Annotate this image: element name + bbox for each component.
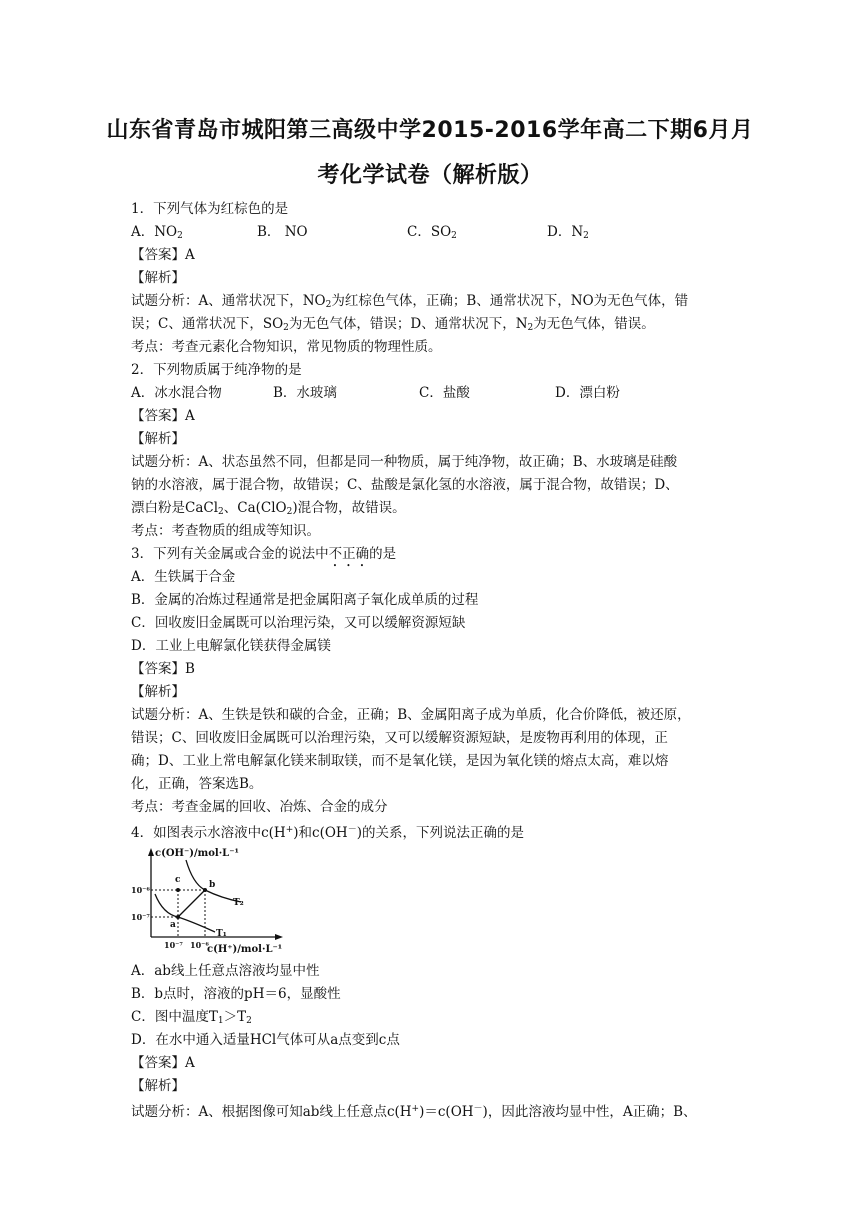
q3-option-b: B．金属的冶炼过程通常是把金属阳离子氧化成单质的过程	[131, 592, 479, 608]
point-a	[176, 915, 180, 919]
y-axis-label: c(OH⁻)/mol·L⁻¹	[155, 848, 239, 859]
q3-option-d: D．工业上电解氯化镁获得金属镁	[131, 638, 331, 654]
q1-analysis-line-2: 误；C、通常状况下，$SO_2$为无色气体，错误；D、通常状况下，$N_2$为无色气体，错误。	[131, 316, 655, 333]
q1-analysis-line-1: 试题分析：A、通常状况下，$NO_2$为红棕色气体，正确；B、通常状况下，NO为无色气体，错	[131, 293, 689, 310]
x-axis-label: c(H⁺)/mol·L⁻¹	[207, 944, 283, 955]
q3-analysis-label: 【解析】	[131, 684, 185, 700]
q3-stem: 3．下列有关金属或合金的说法中不正确的是	[131, 546, 397, 562]
q1-option-c: C．$SO_2$	[407, 224, 457, 241]
q1-kaodian: 考点：考查元素化合物知识，常见物质的物理性质。	[131, 339, 442, 355]
q4-option-b: B．b点时，溶液的pH＝6，显酸性	[131, 986, 341, 1002]
q2-stem: 2．下列物质属于纯净物的是	[131, 362, 302, 378]
x-tick-label: 10⁻⁶	[190, 940, 209, 950]
emphasized-text: 不正确	[328, 546, 370, 562]
q3-option-a: A．生铁属于合金	[131, 569, 236, 585]
q2-analysis-line-1: 试题分析：A、状态虽然不同，但都是同一种物质，属于纯净物，故正确；B、水玻璃是硅酸	[131, 454, 678, 470]
q3-kaodian: 考点：考查金属的回收、冶炼、合金的成分	[131, 799, 388, 815]
title-line-2: 考化学试卷（解析版）	[317, 163, 543, 188]
q3-analysis-line-1: 试题分析：A、生铁是铁和碳的合金，正确；B、金属阳离子成为单质，化合价降低，被还原，	[131, 707, 691, 723]
y-tick-label: 10⁻⁷	[131, 912, 150, 922]
q4-analysis-line-1: 试题分析：A、根据图像可知ab线上任意点c(H+)＝c(OH－)，因此溶液均显中性，A正确；B、	[131, 1104, 697, 1120]
q3-answer: 【答案】B	[131, 661, 195, 677]
q1-option-d: D．$N_2$	[547, 224, 589, 241]
q3-analysis-line-2: 错误；C、回收废旧金属既可以治理污染，又可以缓解资源短缺，是废物再利用的体现，正	[131, 730, 668, 746]
q2-kaodian: 考点：考查物质的组成等知识。	[131, 523, 320, 539]
t1-label: T₁	[216, 929, 227, 939]
q1-option-a: A．$NO_2$	[131, 224, 183, 241]
kw-graph	[131, 842, 291, 960]
q1-analysis-label: 【解析】	[131, 270, 185, 286]
q2-analysis-label: 【解析】	[131, 431, 185, 447]
point-c	[176, 888, 180, 892]
q3-option-c: C．回收废旧金属既可以治理污染，又可以缓解资源短缺	[131, 615, 466, 631]
q2-option-d: D．漂白粉	[555, 385, 620, 401]
q4-option-d: D．在水中通入适量HCl气体可从a点变到c点	[131, 1032, 400, 1048]
q2-analysis-line-3: 漂白粉是CaCl$_2$、Ca(ClO$_2$)混合物，故错误。	[131, 500, 406, 517]
q2-option-c: C．盐酸	[419, 385, 470, 401]
q4-analysis-label: 【解析】	[131, 1078, 185, 1094]
t2-label: T₂	[233, 898, 244, 908]
point-label-b: b	[209, 880, 216, 890]
q1-option-b: B． NO	[257, 224, 308, 240]
point-label-a: a	[170, 920, 176, 930]
q2-option-a: A．冰水混合物	[131, 385, 222, 401]
kw-graph-figure	[131, 842, 731, 960]
q2-option-b: B．水玻璃	[273, 385, 337, 401]
q4-stem: 4．如图表示水溶液中c(H+)和c(OH－)的关系，下列说法正确的是	[131, 825, 524, 841]
q2-options	[131, 382, 731, 405]
t1-curve	[155, 894, 215, 932]
q4-option-c: C．图中温度$T_1>T_2$	[131, 1009, 252, 1026]
q1-answer: 【答案】A	[131, 247, 195, 263]
q1-stem: 1．下列气体为红棕色的是	[131, 201, 289, 217]
q1-options	[131, 221, 731, 244]
q3-analysis-line-4: 化，正确，答案选B。	[131, 776, 263, 792]
ab-line	[178, 890, 205, 917]
x-tick-label: 10⁻⁷	[164, 940, 183, 950]
q2-analysis-line-2: 钠的水溶液，属于混合物，故错误；C、盐酸是氯化氢的水溶液，属于混合物，故错误；D、	[131, 477, 679, 493]
x-axis-arrow	[275, 934, 283, 940]
q4-answer: 【答案】A	[131, 1055, 195, 1071]
y-axis-arrow	[148, 848, 154, 856]
q2-answer: 【答案】A	[131, 408, 195, 424]
point-label-c: c	[175, 875, 181, 885]
y-tick-label: 10⁻⁶	[131, 885, 150, 895]
q4-option-a: A．ab线上任意点溶液均显中性	[131, 963, 320, 979]
document-body	[131, 198, 731, 1121]
point-b	[203, 888, 207, 892]
q3-analysis-line-3: 确；D、工业上常电解氯化镁来制取镁，而不是氧化镁，是因为氧化镁的熔点太高，难以熔	[131, 753, 669, 769]
title-line-1: 山东省青岛市城阳第三高级中学2015-2016学年高二下期6月月	[106, 118, 754, 143]
